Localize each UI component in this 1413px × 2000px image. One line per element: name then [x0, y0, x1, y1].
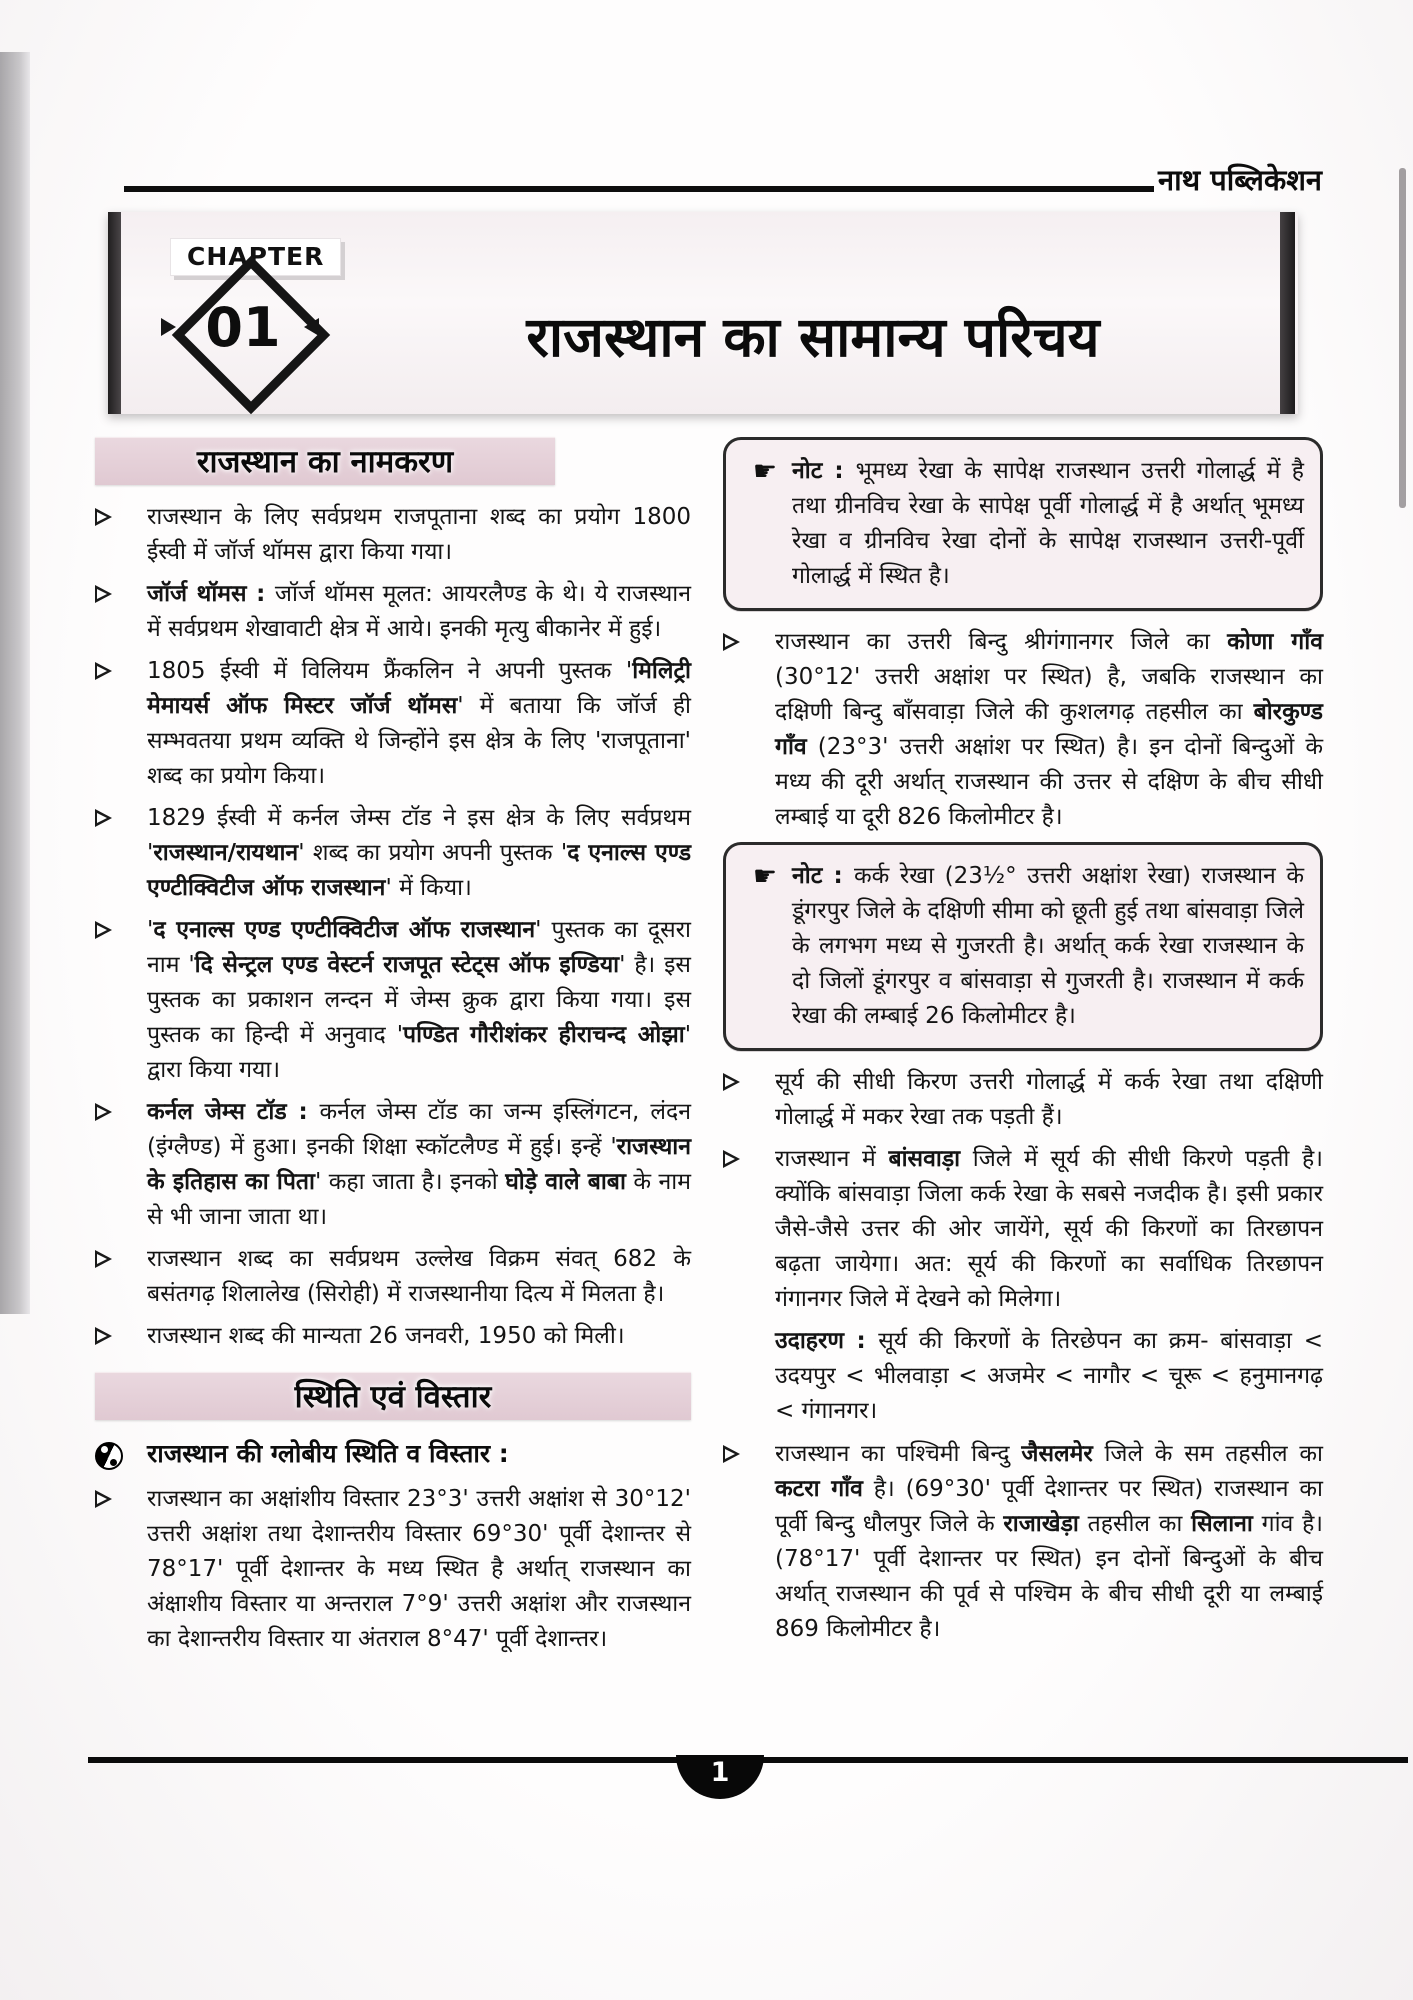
note-text: नोट : भूमध्य रेखा के सापेक्ष राजस्थान उत्तरी गोलार्द्ध में है तथा ग्रीनविच रेखा के सापेक्ष पूर्वी गोलार्द्ध में है अर्थात् भूमध्य रेखा व ग्रीनविच रेखा दोनों के सापेक्ष राजस्थान उत्तरी-पूर्वी गोलार्द्ध में स्थित है।: [792, 458, 1304, 589]
pointing-hand-icon: ☛: [752, 861, 778, 892]
list-item: [95, 801, 691, 906]
list-item-text: 1805 ईस्वी में विलियम फ्रैंकलिन ने अपनी पुस्तक 'मिलिट्री मेमायर्स ऑफ मिस्टर जॉर्ज थॉमस' में बताया कि जॉर्ज ही सम्भवतया प्रथम व्यक्ति थे जिन्होंने इस क्षेत्र के लिए 'राजपूताना' शब्द का प्रयोग किया।: [147, 658, 691, 789]
page-number: 1: [710, 1757, 730, 1788]
list-item-text: राजस्थान के लिए सर्वप्रथम राजपूताना शब्द का प्रयोग 1800 ईस्वी में जॉर्ज थॉमस द्वारा किया गया।: [147, 504, 691, 565]
list-item: [95, 500, 691, 570]
arrow-bullet-icon: [95, 1490, 115, 1509]
list-item: [723, 625, 1323, 835]
note-box-tropic: [723, 842, 1323, 1051]
header-rule: [124, 186, 1154, 192]
list-item-text: 'द एनाल्स एण्ड एण्टीक्विटीज ऑफ राजस्थान' पुस्तक का दूसरा नाम 'दि सेन्ट्रल एण्ड वेस्टर्न राजपूत स्टेट्स ऑफ इण्डिया' है। इस पुस्तक का प्रकाशन लन्दन में जेम्स क्रुक द्वारा किया गया। इस पुस्तक का हिन्दी में अनुवाद 'पण्डित गौरीशंकर हीराचन्द ओझा' द्वारा किया गया।: [147, 917, 692, 1083]
section-heading-location: स्थिति एवं विस्तार: [95, 1372, 691, 1420]
chapter-banner: [108, 212, 1298, 414]
banner-right-bar: [1280, 212, 1295, 414]
diamond-left-tip-icon: [161, 318, 176, 336]
list-item: [95, 1482, 691, 1657]
list-item: [95, 913, 691, 1088]
arrow-bullet-icon: [95, 809, 115, 828]
yin-yang-bullet-icon: [95, 1442, 123, 1470]
chapter-title: राजस्थान का सामान्य परिचय: [526, 305, 1100, 369]
right-column: [723, 437, 1323, 1654]
list-item-text: राजस्थान का पश्चिमी बिन्दु जैसलमेर जिले के सम तहसील का कटरा गाँव है। (69°30' पूर्वी देशान्तर पर स्थित) राजस्थान का पूर्वी बिन्दु धौलपुर जिले के राजाखेड़ा तहसील का सिलाना गांव है। (78°17' पूर्वी देशान्तर पर स्थित) इन दोनों बिन्दुओं के बीच अर्थात् राजस्थान की पूर्व से पश्चिम के बीच सीधी दूरी या लम्बाई 869 किलोमीटर है।: [775, 1441, 1323, 1642]
list-item: [723, 1437, 1323, 1647]
arrow-bullet-icon: [95, 1327, 115, 1346]
subsection-lead-text: राजस्थान की ग्लोबीय स्थिति व विस्तार :: [147, 1439, 509, 1468]
arrow-bullet-icon: [95, 1103, 115, 1122]
arrow-bullet-icon: [95, 1250, 115, 1269]
arrow-bullet-icon: [723, 1150, 743, 1169]
list-item: [95, 654, 691, 794]
example-paragraph: उदाहरण : सूर्य की किरणों के तिरछेपन का क्रम- बांसवाड़ा < उदयपुर < भीलवाड़ा < अजमेर < नागौर < चूरू < हनुमानगढ़ < गंगानगर।: [775, 1328, 1323, 1424]
list-item-text: कर्नल जेम्स टॉड : कर्नल जेम्स टॉड का जन्म इस्लिंगटन, लंदन (इंग्लैण्ड) में हुआ। इनकी शिक्षा स्कॉटलैण्ड में हुई। इन्हें 'राजस्थान के इतिहास का पिता' कहा जाता है। इनको घोड़े वाले बाबा के नाम से भी जाना जाता था।: [147, 1099, 691, 1230]
list-item-text: सूर्य की सीधी किरण उत्तरी गोलार्द्ध में कर्क रेखा तथा दक्षिणी गोलार्द्ध में मकर रेखा तक पड़ती हैं।: [775, 1069, 1323, 1130]
list-item-text: राजस्थान शब्द की मान्यता 26 जनवरी, 1950 को मिली।: [147, 1323, 625, 1349]
list-item: [95, 1319, 691, 1354]
list-item-text: राजस्थान का अक्षांशीय विस्तार 23°3' उत्तरी अक्षांश से 30°12' उत्तरी अक्षांश तथा देशान्तरीय विस्तार 69°30' पूर्वी देशान्तर से 78°17' पूर्वी देशान्तर के मध्य स्थित है अर्थात् राजस्थान का अंक्षाशीय विस्तार या अन्तराल 7°9' उत्तरी अक्षांश और राजस्थान का देशान्तरीय विस्तार या अंतराल 8°47' पूर्वी देशान्तर।: [147, 1486, 691, 1652]
list-item-text: राजस्थान का उत्तरी बिन्दु श्रीगंगानगर जिले का कोणा गाँव (30°12' उत्तरी अक्षांश पर स्थित) है, जबकि राजस्थान का दक्षिणी बिन्दु बाँसवाड़ा जिले की कुशलगढ़ तहसील का बोरकुण्ड गाँव (23°3' उत्तरी अक्षांश पर स्थित) है। इन दोनों बिन्दुओं के मध्य की दूरी अर्थात् राजस्थान की उत्तर से दक्षिण के बीच सीधी लम्बाई या दूरी 826 किलोमीटर है।: [775, 629, 1323, 830]
right-scan-artifact: [1399, 168, 1406, 508]
arrow-bullet-icon: [95, 662, 115, 681]
list-item: [95, 577, 691, 647]
list-item: [723, 1065, 1323, 1135]
arrow-bullet-icon: [95, 585, 115, 604]
banner-left-bar: [108, 212, 121, 414]
list-item-text: राजस्थान में बांसवाड़ा जिले में सूर्य की सीधी किरणे पड़ती है। क्योंकि बांसवाड़ा जिला कर्क रेखा के सबसे नजदीक है। इसी प्रकार जैसे-जैसे उत्तर की ओर जायेंगे, सूर्य की किरणों का तिरछापन बढ़ता जायेगा। अत: सूर्य की किरणों का सर्वाधिक तिरछापन गंगानगर जिले में देखने को मिलेगा।: [775, 1146, 1323, 1312]
note-box-hemisphere: [723, 437, 1323, 611]
list-item-text: जॉर्ज थॉमस : जॉर्ज थॉमस मूलत: आयरलैण्ड के थे। ये राजस्थान में सर्वप्रथम शेखावाटी क्षेत्र में आये। इनकी मृत्यु बीकानेर में हुई।: [147, 581, 691, 642]
pointing-hand-icon: ☛: [752, 456, 778, 487]
arrow-bullet-icon: [95, 508, 115, 527]
list-item-text: 1829 ईस्वी में कर्नल जेम्स टॉड ने इस क्षेत्र के लिए सर्वप्रथम 'राजस्थान/रायथान' शब्द का प्रयोग अपनी पुस्तक 'द एनाल्स एण्ड एण्टीक्विटीज ऑफ राजस्थान' में किया।: [147, 805, 691, 901]
list-item: [95, 1095, 691, 1235]
list-item-text: राजस्थान शब्द का सर्वप्रथम उल्लेख विक्रम संवत् 682 के बसंतगढ़ शिलालेख (सिरोही) में राजस्थानीया दित्य में मिलता है।: [147, 1246, 691, 1307]
left-column: [95, 437, 691, 1664]
section-heading-naming: राजस्थान का नामकरण: [95, 437, 555, 485]
note-text: नोट : कर्क रेखा (23½° उत्तरी अक्षांश रेखा) राजस्थान के डूंगरपुर जिले के दक्षिणी सीमा को छूती हुई तथा बांसवाड़ा जिले के लगभग मध्य से गुजरती है। अर्थात् कर्क रेखा राजस्थान के दो जिलों डूंगरपुर व बांसवाड़ा से गुजरती है। राजस्थान में कर्क रेखा की लम्बाई 26 किलोमीटर है।: [792, 863, 1305, 1029]
subsection-lead: [95, 1436, 691, 1472]
left-scan-shadow: [0, 52, 30, 1314]
arrow-bullet-icon: [723, 1073, 743, 1092]
publisher-name: नाथ पब्लिकेशन: [1158, 163, 1323, 197]
list-item: [95, 1242, 691, 1312]
page-number-badge: [676, 1755, 764, 1799]
arrow-bullet-icon: [95, 921, 115, 940]
diamond-right-tip-icon: [304, 318, 319, 336]
list-item: [723, 1142, 1323, 1317]
arrow-bullet-icon: [723, 1445, 743, 1464]
chapter-number: 01: [205, 296, 281, 359]
arrow-bullet-icon: [723, 633, 743, 652]
chapter-label: CHAPTER: [170, 238, 341, 276]
